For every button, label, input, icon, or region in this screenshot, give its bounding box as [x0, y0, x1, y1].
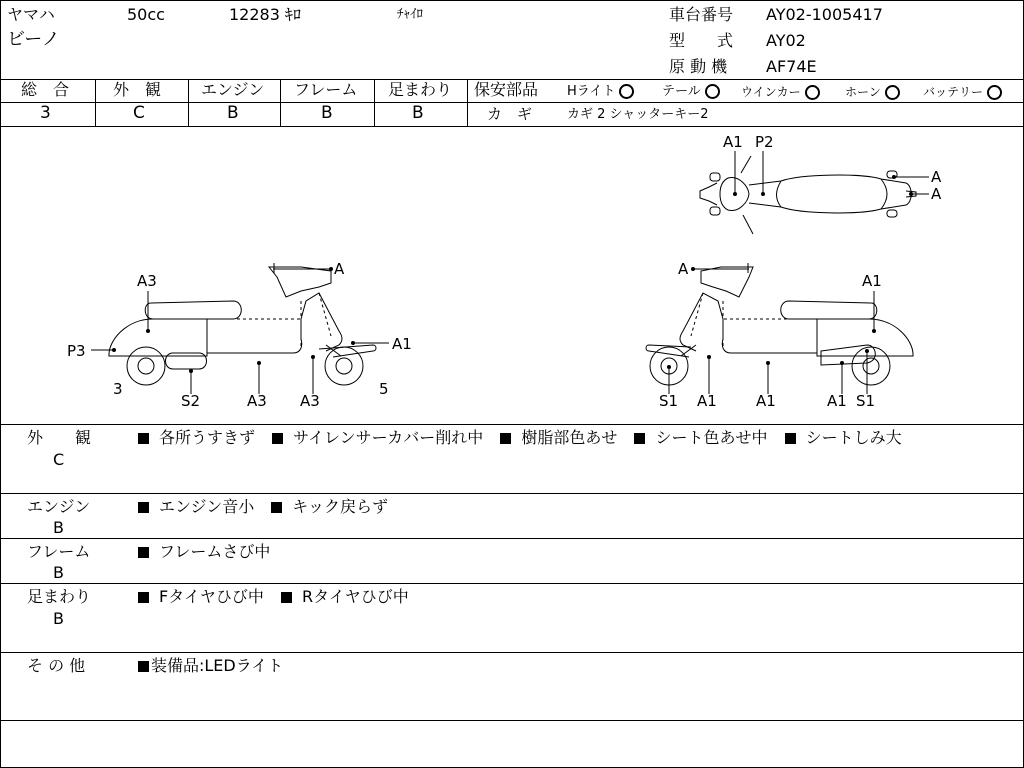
grade-suspension-label: 足まわり [388, 80, 453, 99]
detail-label-suspension: 足まわり [27, 587, 92, 606]
divider [1, 102, 1023, 103]
bullet-square-icon [634, 433, 645, 444]
diagram-label: A3 [300, 392, 320, 410]
diagram-label: 5 [379, 380, 389, 398]
status-circle-icon [705, 84, 720, 99]
divider [1, 538, 1023, 539]
diagram-label: P3 [67, 342, 86, 360]
detail-label-frame: フレーム [27, 542, 91, 561]
issue-item: キック戻らず [292, 497, 388, 516]
diagram-label: 3 [113, 380, 123, 398]
divider [1, 652, 1023, 653]
divider [1, 583, 1023, 584]
detail-label-other: そ の 他 [27, 656, 86, 675]
detail-grade-suspension: B [53, 609, 64, 628]
damage-dots [112, 175, 913, 373]
detail-items-engine [138, 499, 400, 515]
detail-grade-engine: B [53, 518, 64, 537]
status-circle-icon [885, 85, 900, 100]
bullet-square-icon [138, 592, 149, 603]
diagram-label: S2 [181, 392, 201, 410]
detail-label-engine: エンジン [27, 497, 91, 516]
bullet-square-icon [138, 661, 149, 672]
diagram-label: A1 [827, 392, 847, 410]
leader-lines [91, 151, 929, 394]
grade-exterior-value: C [133, 103, 145, 123]
safety-tail-label: テール [662, 84, 701, 99]
issue-item: シート色あせ中 [655, 428, 768, 447]
divider [188, 79, 189, 126]
diagram-label: A [334, 260, 345, 278]
diagram-label: A [931, 185, 942, 203]
issue-item: Rタイヤひび中 [301, 587, 409, 606]
scooter-diagram [1, 127, 1023, 424]
grade-overall-value: 3 [40, 103, 51, 123]
divider [95, 79, 96, 126]
issue-item: エンジン音小 [159, 497, 255, 516]
displacement: 50cc [127, 5, 165, 24]
diagram-label: S1 [659, 392, 679, 410]
engine-model-label: 原 動 機 [669, 57, 728, 76]
diagram-label: A1 [392, 335, 412, 353]
detail-grade-exterior: C [53, 450, 65, 469]
grade-suspension-value: B [412, 103, 424, 123]
bullet-square-icon [138, 502, 149, 513]
diagram-label: P2 [755, 133, 774, 151]
safety-winker-label: ウインカー [741, 85, 801, 99]
diagram-label: A3 [137, 272, 157, 290]
bullet-square-icon [281, 592, 292, 603]
issue-item: 樹脂部色あせ [521, 428, 618, 447]
grade-exterior-label: 外 観 [113, 80, 162, 99]
issue-item: 各所うすきず [159, 428, 256, 447]
safety-horn [845, 85, 900, 100]
detail-items-frame [138, 544, 282, 560]
grade-engine-label: エンジン [201, 80, 265, 99]
safety-headlight-label: Hライト [567, 84, 616, 99]
type-label: 型 式 [669, 31, 734, 50]
diagram-label: A1 [756, 392, 776, 410]
safety-headlight [567, 84, 634, 99]
keys-value: カギ 2 シャッターキー2 [567, 107, 709, 122]
detail-items-suspension [138, 589, 421, 605]
status-circle-icon [805, 85, 820, 100]
divider [1, 493, 1023, 494]
issue-item: サイレンサーカバー削れ中 [293, 428, 484, 447]
maker: ヤマハ [7, 5, 55, 24]
color: ﾁｬｲﾛ [397, 7, 423, 22]
scooter-top-view [700, 156, 916, 234]
diagram-label: S1 [856, 392, 876, 410]
diagram-label: A [931, 168, 942, 186]
divider [467, 79, 468, 126]
grade-frame-value: B [321, 103, 333, 123]
bullet-square-icon [271, 502, 282, 513]
frame-no-label: 車台番号 [669, 5, 734, 24]
bullet-square-icon [138, 433, 149, 444]
diagram-label: A1 [862, 272, 882, 290]
damage-diagram [1, 127, 1023, 424]
diagram-label: A [678, 260, 689, 278]
divider [1, 720, 1023, 721]
mileage: 12283 ｷﾛ [229, 5, 301, 24]
divider [280, 79, 281, 126]
keys-label: カ ギ [487, 105, 533, 123]
safety-battery-label: バッテリー [923, 85, 984, 99]
diagram-label: A3 [247, 392, 267, 410]
issue-item: シートしみ大 [805, 428, 902, 447]
issue-item: Fタイヤひび中 [159, 587, 264, 606]
issue-item: 装備品:LEDライト [151, 656, 284, 675]
bullet-square-icon [138, 547, 149, 558]
divider [1, 424, 1023, 425]
issue-item: フレームさび中 [159, 542, 271, 561]
detail-items-other [138, 658, 295, 674]
safety-horn-label: ホーン [845, 85, 881, 99]
bullet-square-icon [785, 433, 796, 444]
bullet-square-icon [272, 433, 283, 444]
grade-engine-value: B [227, 103, 239, 123]
divider [374, 79, 375, 126]
model-name: ビーノ [7, 29, 60, 50]
safety-label: 保安部品 [474, 80, 539, 99]
diagram-label: A1 [723, 133, 743, 151]
status-circle-icon [619, 84, 634, 99]
bullet-square-icon [500, 433, 511, 444]
frame-no: AY02-1005417 [766, 5, 883, 24]
detail-items-exterior [138, 430, 914, 446]
grade-frame-label: フレーム [294, 80, 358, 99]
diagram-label: A1 [697, 392, 717, 410]
engine-model-value: AF74E [766, 57, 817, 76]
grade-overall-label: 総 合 [21, 80, 70, 99]
type-value: AY02 [766, 31, 806, 50]
detail-grade-frame: B [53, 563, 64, 582]
status-circle-icon [987, 85, 1002, 100]
safety-battery [923, 85, 1002, 100]
safety-tail [662, 84, 720, 99]
detail-label-exterior: 外 観 [27, 428, 92, 447]
safety-winker [741, 85, 820, 100]
